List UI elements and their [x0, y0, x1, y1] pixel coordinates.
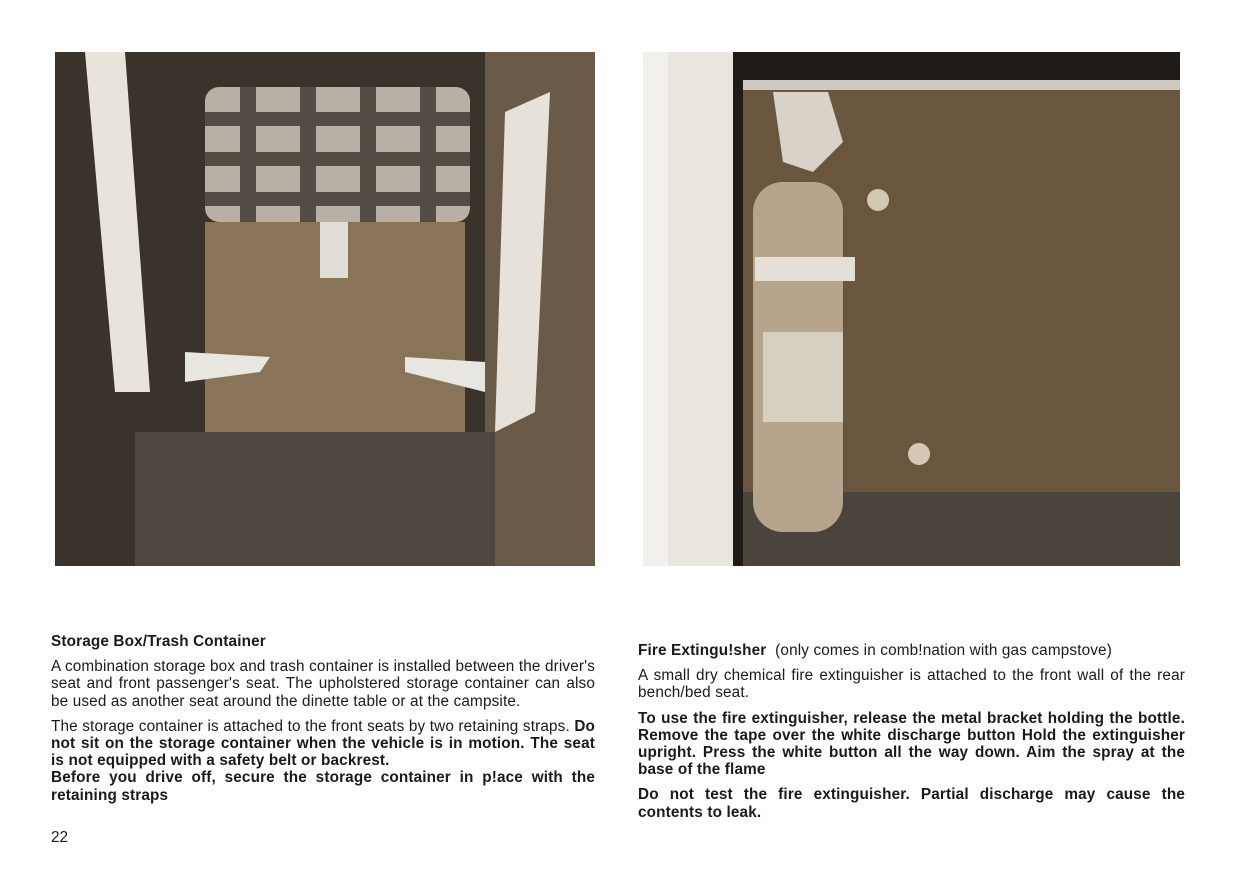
storage-box-section [51, 633, 595, 812]
fire-extinguisher-photo [643, 52, 1180, 566]
storage-box-heading: Storage Box/Trash Container [51, 633, 266, 650]
heading-title: Fire Extingu!sher [638, 642, 767, 659]
extinguisher-warning: Do not test the fire extinguisher. Partial discharge may cause the contents to leak. [638, 786, 1185, 821]
extinguisher-description: A small dry chemical fire extinguisher is attached to the front wall of the rear bench/bed seat. [638, 667, 1185, 702]
fire-extinguisher-heading [638, 642, 1185, 659]
heading-note: (only comes in comb!nation with gas campstove) [775, 642, 1112, 659]
storage-box-attachment [51, 718, 595, 804]
storage-box-photo [55, 52, 595, 566]
strap-instruction: Before you drive off, secure the storage container in p!ace with the retaining straps [51, 769, 595, 804]
storage-box-description: A combination storage box and trash container is installed between the driver's seat and front passenger's seat. The upholstered storage container can also be used as another seat around the dinette table or at the campsite. [51, 658, 595, 710]
extinguisher-usage-instructions: To use the fire extinguisher, release the metal bracket holding the bottle. Remove the tape over the white discharge button Hold the extinguisher upright. Press the white button all the way down. Aim the spray at the base of the flame [638, 709, 1185, 779]
safety-warning: Do not sit on the storage container when the vehicle is in motion. The seat is not equipped with a safety belt or backrest. [51, 717, 596, 770]
fire-extinguisher-section [638, 642, 1185, 829]
page-number: 22 [51, 829, 69, 846]
attachment-text: The storage container is attached to the front seats by two retaining straps. [51, 717, 570, 735]
